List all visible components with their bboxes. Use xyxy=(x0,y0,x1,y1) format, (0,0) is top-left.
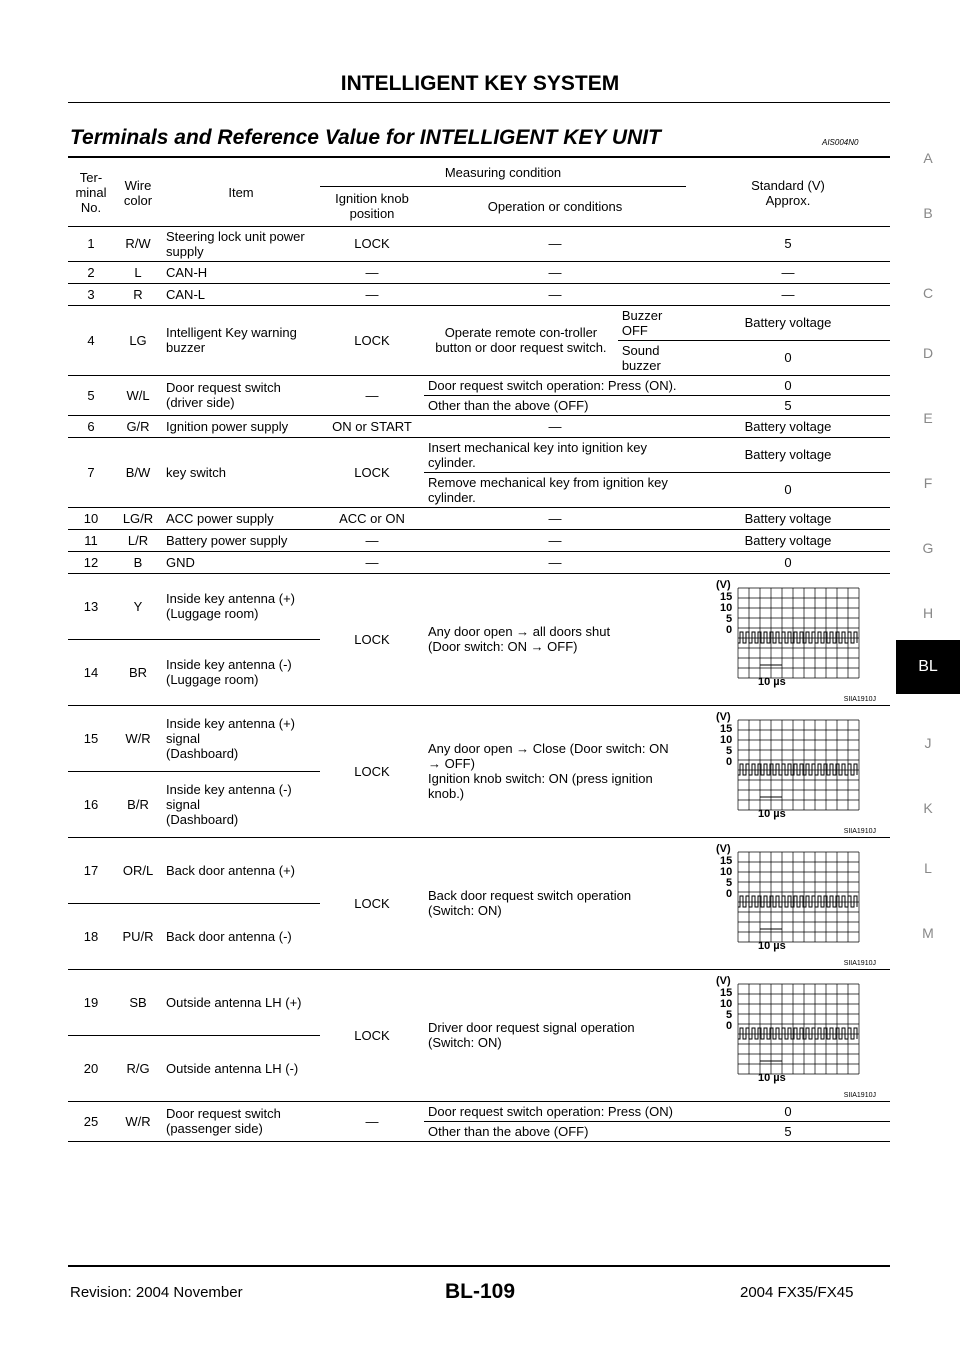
standard-value: Battery voltage xyxy=(686,529,890,551)
item: Outside antenna LH (-) xyxy=(162,1035,320,1101)
ignition-position: LOCK xyxy=(320,573,424,705)
waveform-time-label: 10 µs xyxy=(758,675,786,688)
footer-page-number: BL-109 xyxy=(444,1280,516,1303)
wire-color: PU/R xyxy=(114,903,162,969)
wire-color: OR/L xyxy=(114,837,162,903)
terminal-no: 4 xyxy=(68,305,114,375)
ignition-position: LOCK xyxy=(320,837,424,969)
side-tab-h[interactable]: H xyxy=(922,605,934,621)
standard-value: 5 xyxy=(686,226,890,261)
side-tab-bl[interactable]: BL xyxy=(896,640,960,694)
ignition-position: ACC or ON xyxy=(320,507,424,529)
sub-condition: Insert mechanical key into ignition key cylinder. xyxy=(424,437,686,472)
waveform-time-label: 10 µs xyxy=(758,939,786,952)
ignition-position: — xyxy=(320,261,424,283)
footer-revision: Revision: 2004 November xyxy=(70,1284,243,1301)
waveform-y-tick: 10 xyxy=(720,865,733,878)
waveform-y-tick: 5 xyxy=(726,876,733,889)
operation: — xyxy=(424,283,686,305)
ignition-position: LOCK xyxy=(320,437,424,507)
terminal-no: 6 xyxy=(68,415,114,437)
operation: Any door open → all doors shut (Door switch: ON → OFF) xyxy=(424,573,686,705)
wire-color: B xyxy=(114,551,162,573)
side-tab-c[interactable]: C xyxy=(922,285,934,301)
item: Inside key antenna (+) (Luggage room) xyxy=(162,573,320,639)
waveform-time-label: 10 µs xyxy=(758,1071,786,1084)
ignition-position: LOCK xyxy=(320,969,424,1101)
item: key switch xyxy=(162,437,320,507)
oscilloscope-waveform xyxy=(690,576,870,696)
terminal-no: 13 xyxy=(68,573,114,639)
item: Back door antenna (+) xyxy=(162,837,320,903)
side-tab-d[interactable]: D xyxy=(922,345,934,361)
side-tab-m[interactable]: M xyxy=(922,925,934,941)
ignition-position: — xyxy=(320,529,424,551)
terminal-no: 1 xyxy=(68,226,114,261)
terminal-no: 2 xyxy=(68,261,114,283)
header-terminal: Ter- minal No. xyxy=(68,160,114,226)
waveform-y-tick: 0 xyxy=(726,887,733,900)
terminal-reference-table xyxy=(68,160,890,1142)
terminal-no: 19 xyxy=(68,969,114,1035)
terminal-no: 16 xyxy=(68,771,114,837)
item: Outside antenna LH (+) xyxy=(162,969,320,1035)
ignition-position: ON or START xyxy=(320,415,424,437)
ignition-position: LOCK xyxy=(320,705,424,837)
waveform-y-tick: 15 xyxy=(720,986,733,999)
item: Ignition power supply xyxy=(162,415,320,437)
terminal-no: 14 xyxy=(68,639,114,705)
waveform-y-unit: (V) xyxy=(716,974,731,987)
terminal-no: 20 xyxy=(68,1035,114,1101)
ignition-position: — xyxy=(320,551,424,573)
standard-value: — xyxy=(686,283,890,305)
operation: — xyxy=(424,507,686,529)
standard-value: Battery voltage xyxy=(686,415,890,437)
bottom-rule xyxy=(68,1265,890,1267)
waveform-cell xyxy=(686,969,890,1101)
terminal-no: 17 xyxy=(68,837,114,903)
operation: Back door request switch operation (Switch: ON) xyxy=(424,837,686,969)
wire-color: G/R xyxy=(114,415,162,437)
terminal-no: 5 xyxy=(68,375,114,415)
operation: — xyxy=(424,415,686,437)
wire-color: B/R xyxy=(114,771,162,837)
standard-value: 0 xyxy=(686,1101,890,1121)
wire-color: B/W xyxy=(114,437,162,507)
waveform-time-label: 10 µs xyxy=(758,807,786,820)
operation: Driver door request signal operation (Switch: ON) xyxy=(424,969,686,1101)
standard-value: 5 xyxy=(686,395,890,415)
ignition-position: — xyxy=(320,375,424,415)
wire-color: W/R xyxy=(114,1101,162,1141)
item: Inside key antenna (-) (Luggage room) xyxy=(162,639,320,705)
sub-condition: Other than the above (OFF) xyxy=(424,395,686,415)
header-operation: Operation or conditions xyxy=(424,186,686,226)
item: Steering lock unit power supply xyxy=(162,226,320,261)
terminal-no: 10 xyxy=(68,507,114,529)
footer-model: 2004 FX35/FX45 xyxy=(740,1284,854,1301)
terminal-no: 18 xyxy=(68,903,114,969)
waveform-y-unit: (V) xyxy=(716,710,731,723)
waveform-y-tick: 10 xyxy=(720,733,733,746)
terminal-no: 3 xyxy=(68,283,114,305)
sub-condition: Remove mechanical key from ignition key cylinder. xyxy=(424,472,686,507)
page-header-title: INTELLIGENT KEY SYSTEM xyxy=(340,72,620,95)
standard-value: — xyxy=(686,261,890,283)
header-rule xyxy=(68,102,890,103)
section-code: AIS004N0 xyxy=(822,138,859,147)
sub-condition: Buzzer OFF xyxy=(618,305,686,340)
waveform-y-tick: 10 xyxy=(720,601,733,614)
operation: — xyxy=(424,261,686,283)
wire-color: R xyxy=(114,283,162,305)
wire-color: R/W xyxy=(114,226,162,261)
waveform-y-unit: (V) xyxy=(716,578,731,591)
waveform-y-tick: 15 xyxy=(720,722,733,735)
item: Door request switch (passenger side) xyxy=(162,1101,320,1141)
side-tab-g[interactable]: G xyxy=(922,540,934,556)
operation: — xyxy=(424,551,686,573)
item: Door request switch (driver side) xyxy=(162,375,320,415)
wire-color: SB xyxy=(114,969,162,1035)
wire-color: W/L xyxy=(114,375,162,415)
item: Battery power supply xyxy=(162,529,320,551)
item: Inside key antenna (-) signal (Dashboard) xyxy=(162,771,320,837)
sub-condition: Door request switch operation: Press (ON). xyxy=(424,375,686,395)
waveform-cell xyxy=(686,705,890,837)
sub-condition: Sound buzzer xyxy=(618,340,686,375)
operation: — xyxy=(424,226,686,261)
waveform-figure-id: SIIA1910J xyxy=(843,1091,876,1099)
header-ignition-position: Ignition knob position xyxy=(320,186,424,226)
waveform-cell xyxy=(686,837,890,969)
waveform-y-tick: 5 xyxy=(726,1008,733,1021)
side-tab-f[interactable]: F xyxy=(923,475,933,491)
item: GND xyxy=(162,551,320,573)
waveform-y-tick: 0 xyxy=(726,755,733,768)
wire-color: R/G xyxy=(114,1035,162,1101)
side-tab-j[interactable]: J xyxy=(924,735,932,751)
operation: Any door open → Close (Door switch: ON → OFF) Ignition knob switch: ON (press ignition knob.) xyxy=(424,705,686,837)
waveform-y-tick: 0 xyxy=(726,623,733,636)
item: CAN-L xyxy=(162,283,320,305)
waveform-y-tick: 15 xyxy=(720,854,733,867)
waveform-y-tick: 5 xyxy=(726,744,733,757)
waveform-y-tick: 5 xyxy=(726,612,733,625)
ignition-position: — xyxy=(320,1101,424,1141)
header-standard: Standard (V) Approx. xyxy=(686,160,890,226)
side-tab-a[interactable]: A xyxy=(923,150,933,166)
operation: Operate remote con-troller button or door request switch. xyxy=(424,305,618,375)
waveform-y-tick: 15 xyxy=(720,590,733,603)
wire-color: L xyxy=(114,261,162,283)
sub-condition: Door request switch operation: Press (ON) xyxy=(424,1101,686,1121)
oscilloscope-waveform xyxy=(690,708,870,828)
wire-color: BR xyxy=(114,639,162,705)
side-tab-b[interactable]: B xyxy=(923,205,933,221)
standard-value: 5 xyxy=(686,1121,890,1141)
ignition-position: LOCK xyxy=(320,226,424,261)
standard-value: Battery voltage xyxy=(686,507,890,529)
wire-color: LG xyxy=(114,305,162,375)
waveform-cell xyxy=(686,573,890,705)
standard-value: Battery voltage xyxy=(686,437,890,472)
header-wire-color: Wire color xyxy=(114,160,162,226)
waveform-y-unit: (V) xyxy=(716,842,731,855)
standard-value: 0 xyxy=(686,375,890,395)
standard-value: 0 xyxy=(686,340,890,375)
side-tab-l[interactable]: L xyxy=(924,860,932,876)
item: Back door antenna (-) xyxy=(162,903,320,969)
sub-condition: Other than the above (OFF) xyxy=(424,1121,686,1141)
header-item: Item xyxy=(162,160,320,226)
waveform-y-tick: 0 xyxy=(726,1019,733,1032)
waveform-figure-id: SIIA1910J xyxy=(843,827,876,835)
terminal-no: 7 xyxy=(68,437,114,507)
terminal-no: 11 xyxy=(68,529,114,551)
oscilloscope-waveform xyxy=(690,840,870,960)
standard-value: 0 xyxy=(686,472,890,507)
standard-value: 0 xyxy=(686,551,890,573)
header-measuring-condition: Measuring condition xyxy=(320,160,686,186)
waveform-figure-id: SIIA1910J xyxy=(843,959,876,967)
standard-value: Battery voltage xyxy=(686,305,890,340)
terminal-no: 15 xyxy=(68,705,114,771)
wire-color: Y xyxy=(114,573,162,639)
item: CAN-H xyxy=(162,261,320,283)
operation: — xyxy=(424,529,686,551)
wire-color: L/R xyxy=(114,529,162,551)
item: Inside key antenna (+) signal (Dashboard) xyxy=(162,705,320,771)
waveform-figure-id: SIIA1910J xyxy=(843,695,876,703)
ignition-position: LOCK xyxy=(320,305,424,375)
item: Intelligent Key warning buzzer xyxy=(162,305,320,375)
side-tab-e[interactable]: E xyxy=(923,410,933,426)
oscilloscope-waveform xyxy=(690,972,870,1092)
item: ACC power supply xyxy=(162,507,320,529)
side-tab-k[interactable]: K xyxy=(923,800,933,816)
wire-color: LG/R xyxy=(114,507,162,529)
waveform-y-tick: 10 xyxy=(720,997,733,1010)
terminal-no: 25 xyxy=(68,1101,114,1141)
ignition-position: — xyxy=(320,283,424,305)
wire-color: W/R xyxy=(114,705,162,771)
terminal-no: 12 xyxy=(68,551,114,573)
section-rule xyxy=(68,156,890,158)
section-title: Terminals and Reference Value for INTELLIGENT KEY UNIT xyxy=(70,126,661,149)
